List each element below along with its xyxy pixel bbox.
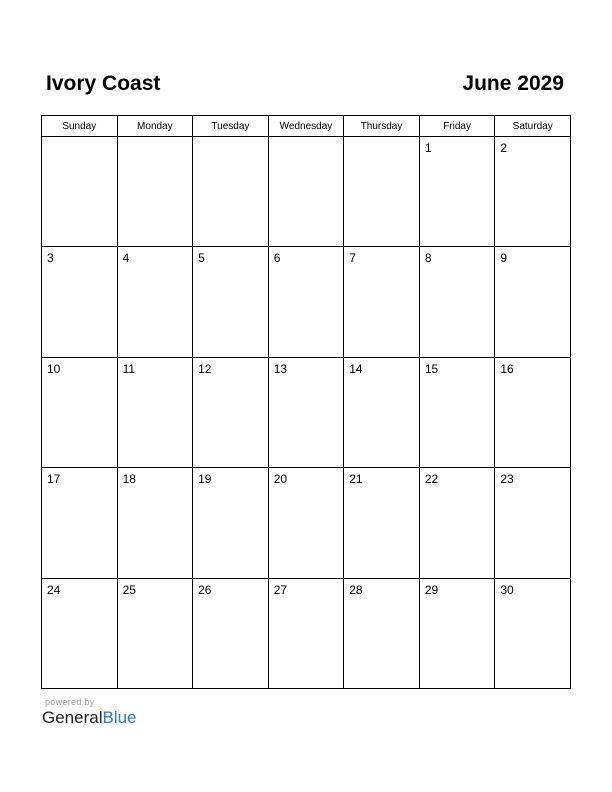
day-cell [117, 357, 193, 467]
week-row-1 [42, 137, 571, 247]
month-year-title: June 2029 [462, 72, 564, 95]
day-number: 9 [500, 251, 508, 266]
day-cell [495, 578, 571, 688]
day-cell [193, 468, 269, 578]
day-cell [419, 247, 495, 357]
day-number: 1 [424, 141, 432, 155]
day-cell [495, 137, 571, 247]
day-cell [42, 578, 118, 688]
weekday-thursday: Thursday [344, 116, 420, 137]
day-number: 17 [47, 472, 61, 487]
day-number: 5 [198, 251, 205, 266]
day-number: 16 [500, 361, 514, 376]
day-number: 19 [198, 472, 212, 487]
day-cell [268, 137, 344, 247]
day-number: 13 [273, 361, 288, 376]
day-cell [117, 468, 193, 578]
day-cell [117, 578, 193, 688]
day-cell [495, 357, 571, 467]
day-cell [117, 247, 193, 357]
day-number: 2 [500, 141, 508, 155]
weekday-friday: Friday [419, 116, 495, 137]
day-cell [419, 357, 495, 467]
day-cell [268, 357, 344, 467]
day-number: 15 [424, 361, 439, 376]
day-cell [42, 357, 118, 467]
weekday-tuesday: Tuesday [193, 116, 269, 137]
day-number: 29 [424, 582, 439, 597]
day-number: 18 [122, 472, 136, 487]
day-number: 6 [273, 251, 281, 266]
day-number: 28 [349, 582, 363, 597]
day-number: 7 [349, 251, 356, 266]
day-cell [419, 468, 495, 578]
day-cell [344, 578, 420, 688]
weekday-monday: Monday [117, 116, 193, 137]
day-number: 8 [424, 251, 432, 266]
weekday-header-row [42, 116, 571, 137]
day-cell [419, 578, 495, 688]
day-number [42, 137, 117, 141]
day-number: 20 [273, 472, 288, 487]
country-title: Ivory Coast [46, 72, 161, 95]
day-cell [344, 137, 420, 247]
day-number: 3 [47, 251, 54, 266]
week-row-2 [42, 247, 571, 357]
day-number: 26 [198, 582, 212, 597]
weekday-saturday: Saturday [495, 116, 571, 137]
day-number: 14 [349, 361, 363, 376]
day-number: 11 [122, 361, 136, 376]
week-row-4 [42, 468, 571, 578]
day-cell [193, 578, 269, 688]
day-cell [344, 247, 420, 357]
powered-by-label: powered by [45, 697, 95, 707]
day-number: 25 [122, 582, 136, 597]
day-cell [193, 357, 269, 467]
day-cell [268, 247, 344, 357]
day-cell [419, 137, 495, 247]
day-number [118, 137, 193, 141]
day-cell [42, 468, 118, 578]
day-number: 23 [500, 472, 514, 487]
day-cell [344, 468, 420, 578]
day-number [344, 137, 419, 141]
day-number [193, 137, 268, 141]
day-number [269, 137, 344, 141]
day-cell [193, 137, 269, 247]
week-row-5 [42, 578, 571, 688]
day-cell [42, 247, 118, 357]
calendar-grid [41, 115, 571, 689]
brand-name-blue: Blue [102, 708, 137, 727]
day-number: 22 [424, 472, 439, 487]
brand-name-general: General [42, 708, 103, 727]
day-cell [344, 357, 420, 467]
weekday-wednesday: Wednesday [268, 116, 344, 137]
day-number: 4 [122, 251, 130, 266]
day-number: 10 [47, 361, 61, 376]
day-number: 12 [198, 361, 212, 376]
day-cell [495, 247, 571, 357]
day-cell [193, 247, 269, 357]
day-number: 30 [500, 582, 514, 597]
day-number: 24 [47, 582, 61, 597]
generalblue-logo[interactable] [42, 708, 137, 728]
weekday-sunday: Sunday [42, 116, 118, 137]
day-number: 21 [349, 472, 363, 487]
day-cell [268, 578, 344, 688]
day-cell [268, 468, 344, 578]
day-cell [42, 137, 118, 247]
day-number: 27 [273, 582, 288, 597]
week-row-3 [42, 357, 571, 467]
day-cell [495, 468, 571, 578]
day-cell [117, 137, 193, 247]
